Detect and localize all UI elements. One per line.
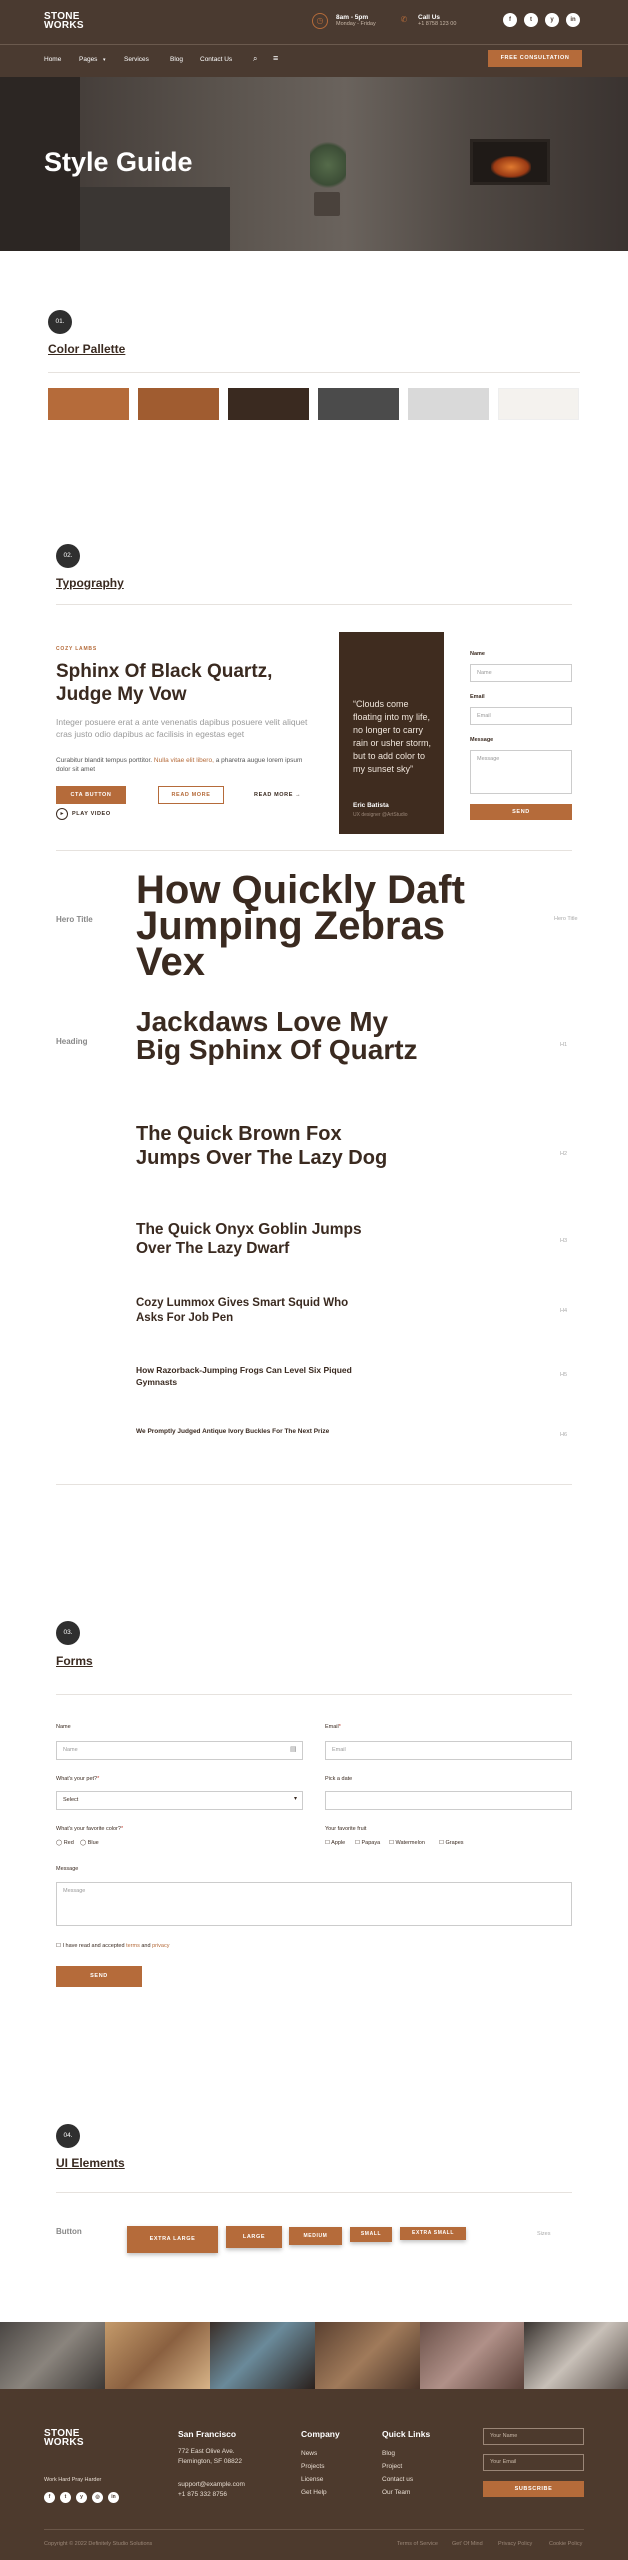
sample-title: Sphinx Of Black Quartz, Judge My Vow	[56, 661, 273, 705]
name-input[interactable]: Name	[470, 664, 572, 682]
button-side-label: Button	[56, 2227, 82, 2236]
subscribe-button[interactable]: SUBSCRIBE	[483, 2481, 584, 2497]
footer-company-link[interactable]: News	[301, 2450, 318, 2457]
checkbox-papaya[interactable]: ☐ Papaya	[355, 1840, 381, 1846]
hero-title-side-label: Hero Title	[56, 915, 93, 924]
divider	[56, 1694, 572, 1695]
eyebrow: COZY LAMBS	[56, 646, 97, 652]
radio-blue[interactable]: ◯ Blue	[80, 1840, 99, 1846]
h4-tag: H4	[560, 1308, 568, 1314]
clock-icon: ◷	[312, 13, 328, 29]
site-header	[0, 0, 628, 77]
checkbox-apple-label: Apple	[331, 1840, 346, 1846]
footer-logo-line-1: STONE	[44, 2428, 80, 2439]
footer-quick-link[interactable]: Project	[382, 2463, 403, 2470]
form-email-input[interactable]: Email	[325, 1741, 572, 1760]
footer-email-link[interactable]: support@example.com	[178, 2481, 245, 2488]
section-number-03: 03.	[56, 1621, 80, 1645]
footer-email-input[interactable]: Your Email	[483, 2454, 584, 2471]
button-large[interactable]: LARGE	[226, 2226, 282, 2248]
pet-label-text: What's your pet?	[56, 1776, 98, 1782]
body-link[interactable]: Nulla vitae elit libero,	[153, 757, 214, 764]
chevron-down-icon: ▾	[103, 57, 106, 63]
color-swatch	[228, 388, 309, 420]
form-name-input[interactable]: Name	[56, 1741, 303, 1760]
section-number-04: 04.	[56, 2124, 80, 2148]
twitter-icon[interactable]: t	[60, 2492, 71, 2503]
read-more-link[interactable]	[254, 792, 301, 798]
footer-city-heading: San Francisco	[178, 2429, 237, 2439]
linkedin-icon[interactable]: in	[566, 13, 580, 27]
instagram-icon[interactable]: ◎	[92, 2492, 103, 2503]
facebook-icon[interactable]: f	[503, 13, 517, 27]
h3-sample: The Quick Onyx Goblin Jumps Over The Lazy Dwarf	[136, 1221, 362, 1257]
divider	[48, 372, 580, 373]
free-consultation-button[interactable]: FREE CONSULTATION	[488, 50, 582, 67]
gallery-image[interactable]	[420, 2322, 524, 2389]
footer-bottom-link[interactable]: Privacy Policy	[498, 2541, 533, 2547]
chevron-down-icon: ▾	[294, 1796, 298, 1802]
footer-logo-line-2: WORKS	[44, 2437, 84, 2448]
hero-sofa	[80, 187, 230, 251]
footer-bottom-link[interactable]: Cookie Policy	[549, 2541, 583, 2547]
date-label: Pick a date	[325, 1776, 353, 1782]
radio-blue-label: Blue	[87, 1840, 99, 1846]
h2-tag: H2	[560, 1151, 568, 1157]
footer-company-link[interactable]: Projects	[301, 2463, 325, 2470]
form-name-label-text: Name	[56, 1724, 71, 1730]
date-input[interactable]	[325, 1791, 572, 1810]
section-number-01: 01.	[48, 310, 72, 334]
email-input[interactable]: Email	[470, 707, 572, 725]
twitter-icon[interactable]: t	[524, 13, 538, 27]
section-title-ui-elements: UI Elements	[56, 2156, 125, 2170]
footer-quick-heading: Quick Links	[382, 2429, 431, 2439]
hours-title: 8am - 5pm	[336, 14, 369, 21]
divider	[56, 850, 572, 851]
footer-quick-link[interactable]: Our Team	[382, 2489, 411, 2496]
footer-divider	[44, 2529, 584, 2530]
pet-label: What's your pet?*	[56, 1776, 100, 1782]
call-info[interactable]	[418, 14, 456, 27]
play-icon[interactable]: ▸	[56, 808, 68, 820]
gallery-image[interactable]	[210, 2322, 315, 2389]
youtube-icon[interactable]: y	[545, 13, 559, 27]
message-textarea[interactable]: Message	[470, 750, 572, 794]
footer-tagline: Work Hard Pray Harder	[44, 2477, 102, 2483]
color-swatch	[48, 388, 129, 420]
checkbox-apple[interactable]: ☐ Apple	[325, 1840, 346, 1846]
contact-card-icon: ▤	[290, 1746, 297, 1753]
hero-banner	[0, 77, 628, 251]
nav-services[interactable]: Services	[124, 56, 149, 63]
copyright: Copyright © 2022 Definitely Studio Solutions	[44, 2541, 153, 2547]
section-title-colors: Color Pallette	[48, 342, 126, 356]
hero-title-tag: Hero Title	[554, 916, 578, 922]
footer-bottom-link[interactable]: Get’ Of Mind	[452, 2541, 483, 2547]
cta-button[interactable]: CTA BUTTON	[56, 786, 126, 804]
checkbox-grapes[interactable]: ☐ Grapes	[439, 1840, 464, 1846]
hero-plant	[310, 137, 346, 193]
body-text-part: a pharetra augue lorem ipsum dolor sit amet	[56, 757, 303, 773]
terms-checkbox[interactable]: ☐ I have read and accepted terms and privacy	[56, 1943, 170, 1949]
hero-plant-pot	[314, 192, 340, 216]
nav-home[interactable]: Home	[44, 56, 62, 63]
button-extra-large[interactable]: EXTRA LARGE	[127, 2226, 218, 2253]
heading-side-label: Heading	[56, 1037, 88, 1046]
play-video-label[interactable]: PLAY VIDEO	[72, 811, 111, 817]
gallery-image[interactable]	[524, 2322, 628, 2389]
button-small[interactable]: SMALL	[350, 2227, 392, 2242]
button-medium[interactable]: MEDIUM	[289, 2227, 342, 2245]
linkedin-icon[interactable]: in	[108, 2492, 119, 2503]
form-send-button[interactable]: SEND	[56, 1966, 142, 1987]
color-swatch	[408, 388, 489, 420]
search-icon[interactable]: ⌕	[253, 54, 258, 63]
radio-red-label: Red	[63, 1840, 74, 1846]
h2-sample: The Quick Brown Fox Jumps Over The Lazy Dog	[136, 1123, 388, 1169]
h1-tag: H1	[560, 1042, 568, 1048]
logo-line-1: STONE	[44, 11, 80, 22]
hours-info	[336, 14, 376, 27]
color-swatch	[138, 388, 219, 420]
footer-company-link[interactable]: Get Help	[301, 2489, 327, 2496]
body-text-part: Curabitur blandit tempus porttitor.	[56, 757, 154, 764]
quote-card	[339, 632, 444, 834]
terms-link[interactable]: terms	[126, 1943, 140, 1949]
section-number-02: 02.	[56, 544, 80, 568]
quote-text: “Clouds come floating into my life, no longer to carry rain or usher storm, but to add color to my sunset sky”	[353, 699, 432, 774]
checkbox-watermelon[interactable]: ☐ Watermelon	[389, 1840, 425, 1846]
sizes-tag: Sizes	[537, 2231, 551, 2237]
hero-fire	[491, 156, 531, 178]
fruit-label: Your favorite fruit	[325, 1826, 367, 1832]
gallery-image[interactable]	[315, 2322, 420, 2389]
lead-text: Integer posuere erat a ante venenatis dapibus posuere velit aliquet cras justo odio dapibus ac facilisis in egestas eget	[56, 717, 308, 739]
email-label: Email	[470, 694, 485, 700]
gallery-image[interactable]	[105, 2322, 210, 2389]
menu-icon[interactable]: ≡	[273, 53, 279, 63]
nav-blog[interactable]: Blog	[170, 56, 184, 63]
h4-sample: Cozy Lummox Gives Smart Squid Who Asks For Job Pen	[136, 1297, 349, 1324]
name-label: Name	[470, 651, 485, 657]
section-title-forms: Forms	[56, 1654, 93, 1668]
footer-company-heading: Company	[301, 2429, 340, 2439]
call-title: Call Us	[418, 14, 441, 21]
terms-text: and	[139, 1943, 153, 1949]
terms-text: I have read and accepted	[62, 1943, 127, 1949]
top-bar	[0, 0, 628, 45]
checkbox-papaya-label: Papaya	[361, 1840, 381, 1846]
section-title-typography: Typography	[56, 576, 124, 590]
logo[interactable]	[44, 12, 84, 30]
divider	[56, 604, 572, 605]
h3-tag: H3	[560, 1238, 568, 1244]
h5-sample: How Razorback-Jumping Frogs Can Level Six Piqued Gymnasts	[136, 1365, 352, 1387]
checkbox-watermelon-label: Watermelon	[395, 1840, 425, 1846]
nav-contact[interactable]: Contact Us	[200, 56, 233, 63]
quote-author: Eric Batista	[353, 802, 389, 809]
privacy-link[interactable]: privacy	[152, 1943, 170, 1949]
arrow-right-icon: →	[295, 792, 302, 798]
quote-role: UX designer @ArtStudio	[353, 812, 408, 818]
footer-quick-link[interactable]: Contact us	[382, 2476, 414, 2483]
radio-red[interactable]: ◯ Red	[56, 1840, 74, 1846]
nav-pages[interactable]: Pages	[79, 56, 98, 63]
form-name-label	[56, 1724, 71, 1730]
footer-quick-link[interactable]: Blog	[382, 2450, 396, 2457]
gallery-image[interactable]	[0, 2322, 105, 2389]
form-message-label: Message	[56, 1866, 79, 1872]
hero-fireplace	[470, 139, 550, 185]
color-swatch	[318, 388, 399, 420]
footer-address-2: Flemington, SF 08822	[178, 2458, 242, 2465]
footer-name-input[interactable]: Your Name	[483, 2428, 584, 2445]
page-title: Style Guide	[44, 147, 193, 177]
hours-sub: Monday - Friday	[336, 21, 376, 27]
footer-logo[interactable]	[44, 2429, 84, 2447]
h1-sample: Jackdaws Love My Big Sphinx Of Quartz	[136, 1006, 418, 1065]
logo-line-2: WORKS	[44, 20, 84, 31]
youtube-icon[interactable]: y	[76, 2492, 87, 2503]
h6-sample: We Promptly Judged Antique Ivory Buckles For The Next Prize	[136, 1428, 330, 1435]
read-more-label: READ MORE	[254, 792, 294, 798]
read-more-outline-button[interactable]: READ MORE	[158, 786, 224, 804]
hero-title-sample: How Quickly Daft Jumping Zebras Vex	[136, 868, 465, 984]
color-label: What's your favorite color?*	[56, 1826, 124, 1832]
body-text	[56, 756, 316, 774]
footer-company-link[interactable]: License	[301, 2476, 324, 2483]
h5-tag: H5	[560, 1372, 568, 1378]
checkbox-grapes-label: Grapes	[445, 1840, 464, 1846]
facebook-icon[interactable]: f	[44, 2492, 55, 2503]
form-message-textarea[interactable]: Message	[56, 1882, 572, 1926]
button-extra-small[interactable]: EXTRA SMALL	[400, 2227, 466, 2240]
h6-tag: H6	[560, 1432, 568, 1438]
call-number: +1 8758 123 00	[418, 21, 457, 27]
color-label-text: What's your favorite color?	[56, 1826, 121, 1832]
phone-icon: ✆	[400, 15, 408, 24]
form-email-label: Email*	[325, 1724, 341, 1730]
divider	[56, 2192, 572, 2193]
message-label: Message	[470, 737, 494, 743]
form-email-label-text: Email	[325, 1724, 339, 1730]
color-swatch	[498, 388, 579, 420]
site-footer	[0, 2389, 628, 2560]
pet-select[interactable]: Select	[56, 1791, 303, 1810]
footer-bottom-link[interactable]: Terms of Service	[397, 2541, 438, 2547]
divider	[56, 1484, 572, 1485]
footer-phone[interactable]: +1 875 332 8756	[178, 2491, 227, 2498]
send-button[interactable]: SEND	[470, 804, 572, 820]
footer-address-1: 772 East Olive Ave.	[178, 2448, 235, 2455]
